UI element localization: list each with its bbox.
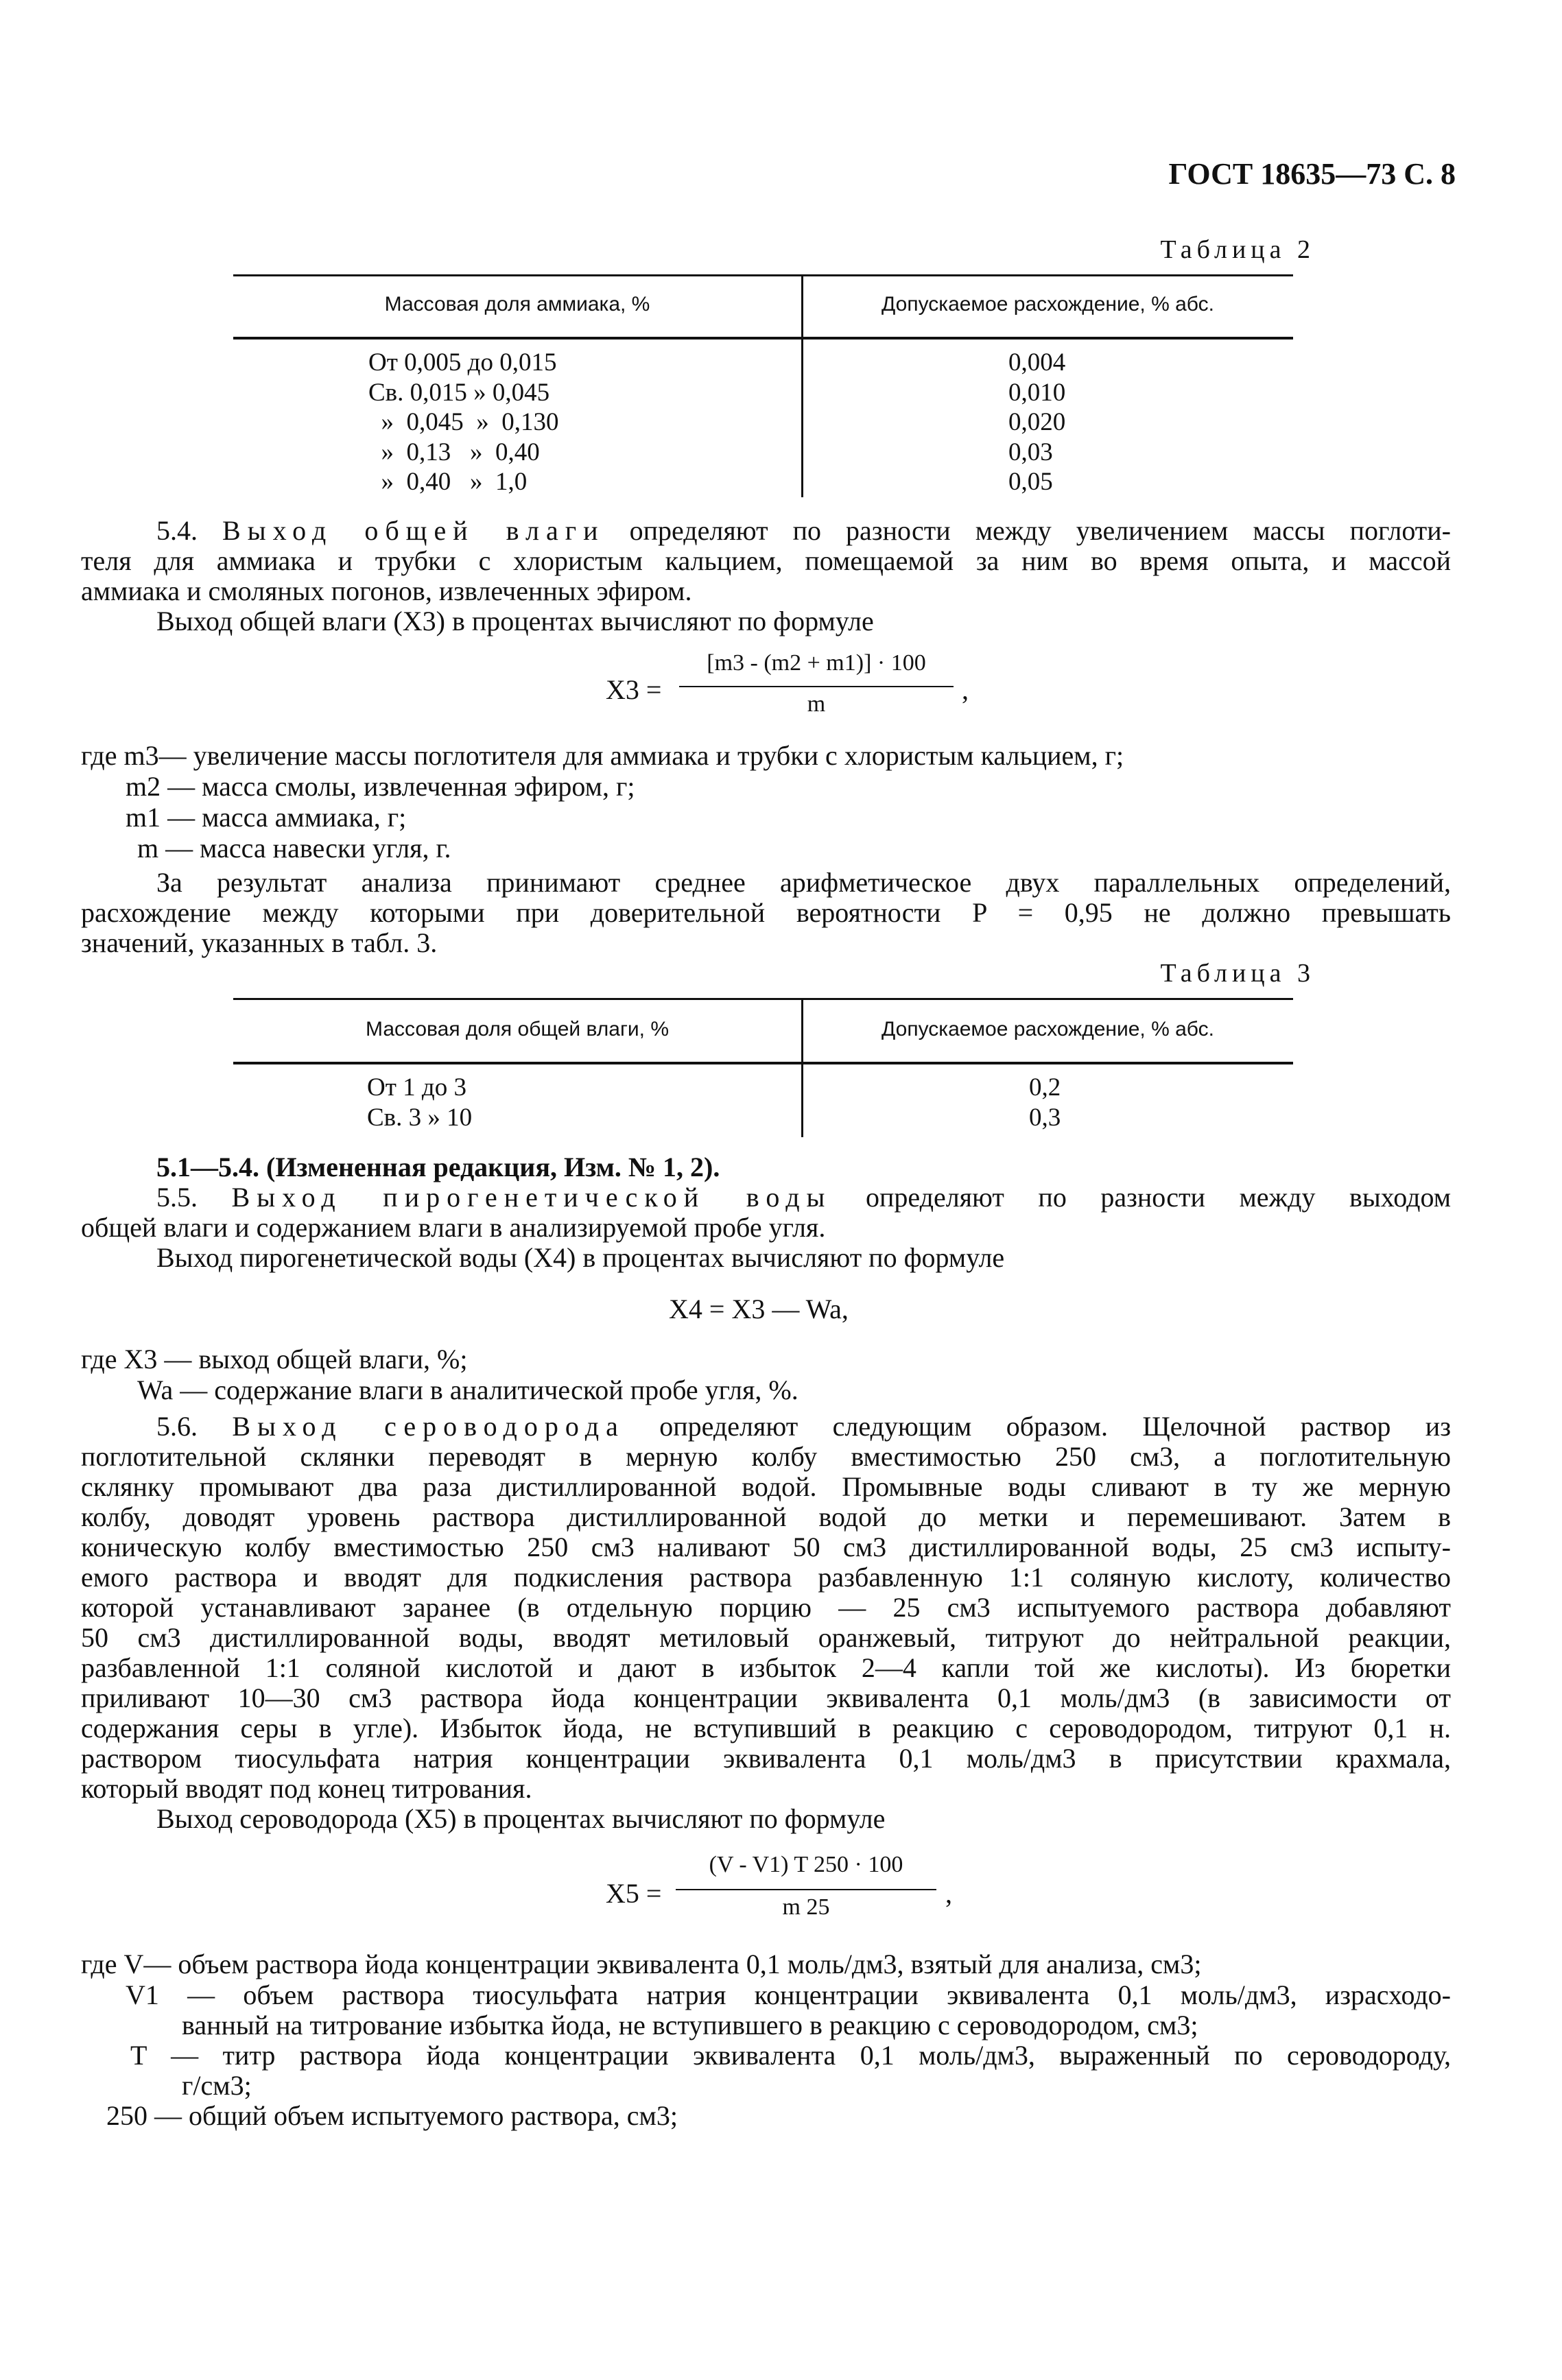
section-text: определяют по разности между выходом <box>865 1182 1452 1213</box>
where-m1: m1 — масса аммиака, г; <box>126 802 407 833</box>
section-title: Выход общей влаги <box>222 515 605 546</box>
section-number: 5.4. <box>156 515 198 546</box>
table-3-col2-values <box>1029 1073 1061 1132</box>
table-cell: 0,05 <box>1008 468 1053 496</box>
formula-x5-fraction-bar <box>676 1889 936 1890</box>
where-m2: m2 — масса смолы, извлеченная эфиром, г; <box>126 771 635 802</box>
result-line-1: За результат анализа принимают среднее арифметическое двух параллельных определений, <box>156 867 1451 898</box>
section-5-4-line-3: аммиака и смоляных погонов, извлеченных эфиром. <box>81 575 692 606</box>
table-2-col2-values <box>1008 348 1065 497</box>
table-3-col2-header: Допускаемое расхождение, % абс. <box>881 1018 1214 1040</box>
section-5-6-line-11: содержания серы в угле). Избыток йода, не вступивший в реакцию с сероводородом, титруют 0,1 н. <box>81 1713 1451 1744</box>
table-3-col1-values <box>367 1073 472 1132</box>
formula-x4: X4 = X3 — Wa, <box>669 1294 849 1324</box>
where-250: 250 — общий объем испытуемого раствора, см3; <box>106 2100 678 2131</box>
section-5-4-line-2: теля для аммиака и трубки с хлористым кальцием, помещаемой за ним во время опыта, и массой <box>81 545 1451 576</box>
table-cell: От 1 до 3 <box>367 1073 466 1102</box>
where-v1-line-2: ванный на титрование избытка йода, не вступившего в реакцию с сероводородом, см3; <box>182 2010 1198 2040</box>
section-5-6-line-9: разбавленной 1:1 соляной кислотой и дают в избыток 2—4 капли той же кислоты). Из бюретки <box>81 1652 1451 1683</box>
table-cell: 0,03 <box>1008 438 1053 466</box>
result-line-2: расхождение между которыми при доверительной вероятности P = 0,95 не должно превышать <box>81 897 1451 928</box>
table-2-col1-header: Массовая доля аммиака, % <box>384 293 650 316</box>
where-wa: Wa — содержание влаги в аналитической пробе угля, %. <box>137 1375 798 1405</box>
section-title: Выход пирогенетической воды <box>231 1182 832 1213</box>
section-5-5-line-2: общей влаги и содержанием влаги в анализируемой пробе угля. <box>81 1212 826 1243</box>
section-5-6-line-4: колбу, доводят уровень раствора дистиллированной водой до метки и перемешивают. Затем в <box>81 1501 1451 1532</box>
section-5-6-line-7: которой устанавливают заранее (в отдельную порцию — 25 см3 испытуемого раствора добавляют <box>81 1592 1451 1623</box>
section-5-6-line-5: коническую колбу вместимостью 250 см3 наливают 50 см3 дистиллированной воды, 25 см3 испыту- <box>81 1532 1451 1562</box>
table-3-caption: Таблица 3 <box>1160 959 1315 988</box>
section-5-5-line-1 <box>156 1182 1451 1213</box>
where-v1-line-1: V1 — объем раствора тиосульфата натрия концентрации эквивалента 0,1 моль/дм3, израсходо- <box>126 1979 1451 2010</box>
section-5-6-line-2: поглотительной склянки переводят в мерную колбу вместимостью 250 см3, а поглотительную <box>81 1441 1451 1472</box>
table-cell: » 0,40 » 1,0 <box>368 468 528 496</box>
formula-x3-fraction-bar <box>679 686 954 687</box>
table-cell: » 0,045 » 0,130 <box>368 408 559 436</box>
section-5-6-line-3: склянку промывают два раза дистиллированной водой. Промывные воды сливают в ту же мерную <box>81 1471 1451 1502</box>
section-5-4-line-4: Выход общей влаги (X3) в процентах вычисляют по формуле <box>156 606 874 636</box>
table-cell: 0,3 <box>1029 1103 1061 1132</box>
table-cell: Св. 0,015 » 0,045 <box>368 378 550 407</box>
where-m3: где m3— увеличение массы поглотителя для аммиака и трубки с хлористым кальцием, г; <box>81 740 1124 771</box>
section-5-5-line-3: Выход пирогенетической воды (X4) в процентах вычисляют по формуле <box>156 1242 1005 1273</box>
section-text: определяют по разности между увеличением массы поглоти- <box>629 515 1452 546</box>
section-5-6-line-12: раствором тиосульфата натрия концентрации эквивалента 0,1 моль/дм3 в присутствии крахмала, <box>81 1743 1451 1774</box>
section-5-6-line-10: приливают 10—30 см3 раствора йода концентрации эквивалента 0,1 моль/дм3 (в зависимости от <box>81 1682 1451 1713</box>
table-3-col1-header: Массовая доля общей влаги, % <box>366 1018 669 1040</box>
table-2 <box>233 274 1293 497</box>
table-cell: 0,2 <box>1029 1073 1061 1102</box>
section-number: 5.5. <box>156 1182 198 1213</box>
formula-x5-denominator: m 25 <box>782 1894 830 1920</box>
section-title: Выход сероводорода <box>232 1411 625 1442</box>
where-x3: где X3 — выход общей влаги, %; <box>81 1344 468 1375</box>
section-5-6-line-8: 50 см3 дистиллированной воды, вводят метиловый оранжевый, титруют до нейтральной реакции, <box>81 1622 1451 1653</box>
table-3 <box>233 998 1293 1137</box>
formula-x5-comma: , <box>945 1878 952 1909</box>
formula-x3-denominator: m <box>807 691 826 717</box>
table-cell: От 0,005 до 0,015 <box>368 348 557 377</box>
result-line-3: значений, указанных в табл. 3. <box>81 927 438 958</box>
table-2-caption: Таблица 2 <box>1160 235 1315 264</box>
formula-x3-lhs: X3 = <box>606 674 662 705</box>
where-t-line-2: г/см3; <box>182 2070 252 2101</box>
section-5-6-line-1 <box>156 1412 1451 1442</box>
formula-x3-numerator: [m3 - (m2 + m1)] · 100 <box>707 650 926 676</box>
table-cell: 0,010 <box>1008 378 1066 407</box>
section-number: 5.6. <box>156 1411 198 1442</box>
section-text: определяют следующим образом. Щелочной раствор из <box>659 1411 1451 1442</box>
section-5-6-line-14: Выход сероводорода (X5) в процентах вычисляют по формуле <box>156 1803 886 1834</box>
where-v: где V— объем раствора йода концентрации эквивалента 0,1 моль/дм3, взятый для анализа, см3; <box>81 1949 1202 1979</box>
table-cell: 0,004 <box>1008 348 1066 377</box>
section-5-6-line-6: емого раствора и вводят для подкисления раствора разбавленную 1:1 соляную кислоту, количество <box>81 1562 1451 1593</box>
table-2-col2-header: Допускаемое расхождение, % абс. <box>881 293 1214 316</box>
formula-x3-comma: , <box>962 674 969 705</box>
where-t-line-1: T — титр раствора йода концентрации эквивалента 0,1 моль/дм3, выраженный по сероводороду, <box>130 2040 1451 2071</box>
table-cell: » 0,13 » 0,40 <box>368 438 540 466</box>
section-5-4-line-1 <box>156 516 1451 546</box>
where-m: m — масса навески угля, г. <box>137 833 451 864</box>
page-header: ГОСТ 18635—73 С. 8 <box>1168 157 1456 191</box>
formula-x5-lhs: X5 = <box>606 1878 662 1909</box>
edit-note: 5.1—5.4. (Измененная редакция, Изм. № 1, 2). <box>156 1152 720 1182</box>
section-5-6-line-13: который вводят под конец титрования. <box>81 1773 532 1804</box>
table-2-col1-values <box>368 348 559 497</box>
table-cell: Св. 3 » 10 <box>367 1103 473 1132</box>
formula-x5-numerator: (V - V1) T 250 · 100 <box>709 1852 903 1877</box>
table-cell: 0,020 <box>1008 408 1066 436</box>
